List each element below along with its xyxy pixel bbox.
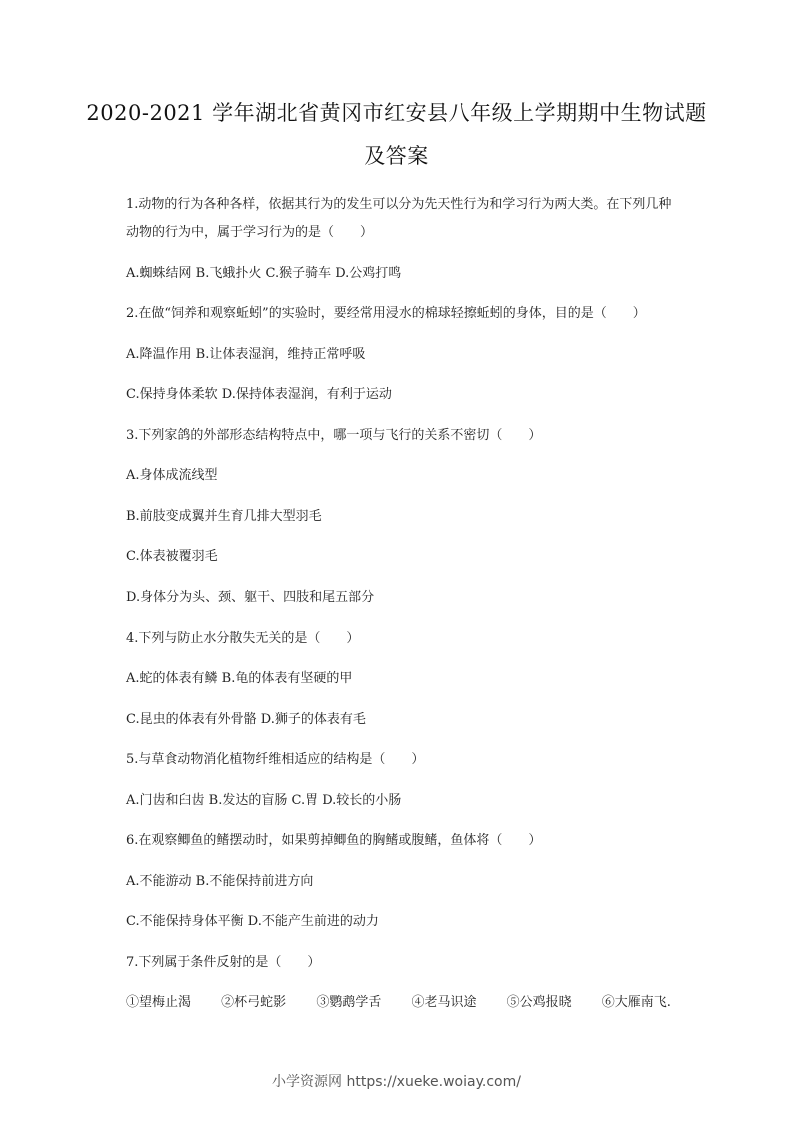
document-title-line1: 2020-2021 学年湖北省黄冈市红安县八年级上学期期中生物试题 — [86, 101, 707, 125]
question-3-option-b: B.前肢变成翼并生育几排大型羽毛 — [126, 509, 322, 524]
question-2-options: A.降温作用 B.让体表湿润，维持正常呼吸 — [126, 347, 366, 362]
question-1-options: A.蜘蛛结网 B.飞蛾扑火 C.猴子骑车 D.公鸡打鸣 — [126, 266, 402, 281]
question-3-option-c: C.体表被覆羽毛 — [126, 549, 218, 564]
question-5-stem: 5.与草食动物消化植物纤维相适应的结构是（ ） — [126, 752, 425, 767]
question-7-item: ⑥大雁南飞. — [601, 995, 671, 1010]
question-6-options: A.不能游动 B.不能保持前进方向 — [126, 874, 314, 889]
question-3-option-a: A.身体成流线型 — [126, 468, 218, 483]
question-5-options: A.门齿和臼齿 B.发达的盲肠 C.胃 D.较长的小肠 — [126, 793, 402, 808]
question-2-options: C.保持身体柔软 D.保持体表湿润，有利于运动 — [126, 387, 392, 402]
question-7-item: ③鹦鹉学舌 — [316, 995, 382, 1010]
question-7-stem: 7.下列属于条件反射的是（ ） — [126, 955, 321, 970]
question-4-stem: 4.下列与防止水分散失无关的是（ ） — [126, 631, 360, 646]
footer-watermark: 小学资源网 https://xueke.woiay.com/ — [272, 1074, 521, 1090]
question-3-option-d: D.身体分为头、颈、躯干、四肢和尾五部分 — [126, 590, 375, 605]
question-4-options: A.蛇的体表有鳞 B.龟的体表有坚硬的甲 — [126, 671, 353, 686]
document-title-line2: 及答案 — [364, 144, 429, 168]
question-2-stem: 2.在做“饲养和观察蚯蚓”的实验时，要经常用浸水的棉球轻擦蚯蚓的身体，目的是（ ） — [126, 306, 646, 321]
question-4-options: C.昆虫的体表有外骨骼 D.狮子的体表有毛 — [126, 712, 366, 727]
question-7-item: ⑤公鸡报晓 — [506, 995, 572, 1010]
question-7-item: ④老马识途 — [411, 995, 477, 1010]
question-1-stem: 动物的行为中，属于学习行为的是（ ） — [126, 225, 374, 240]
question-6-stem: 6.在观察鲫鱼的鳍摆动时，如果剪掉鲫鱼的胸鳍或腹鳍，鱼体将（ ） — [126, 833, 542, 848]
question-7-items — [126, 991, 697, 1010]
question-1-stem: 1.动物的行为各种各样，依据其行为的发生可以分为先天性行为和学习行为两大类。在下列几种 — [126, 197, 672, 212]
question-7-item: ②杯弓蛇影 — [221, 995, 287, 1010]
question-6-options: C.不能保持身体平衡 D.不能产生前进的动力 — [126, 914, 379, 929]
question-3-stem: 3.下列家鸽的外部形态结构特点中，哪一项与飞行的关系不密切（ ） — [126, 428, 542, 443]
question-7-item: ①望梅止渴 — [126, 995, 192, 1010]
